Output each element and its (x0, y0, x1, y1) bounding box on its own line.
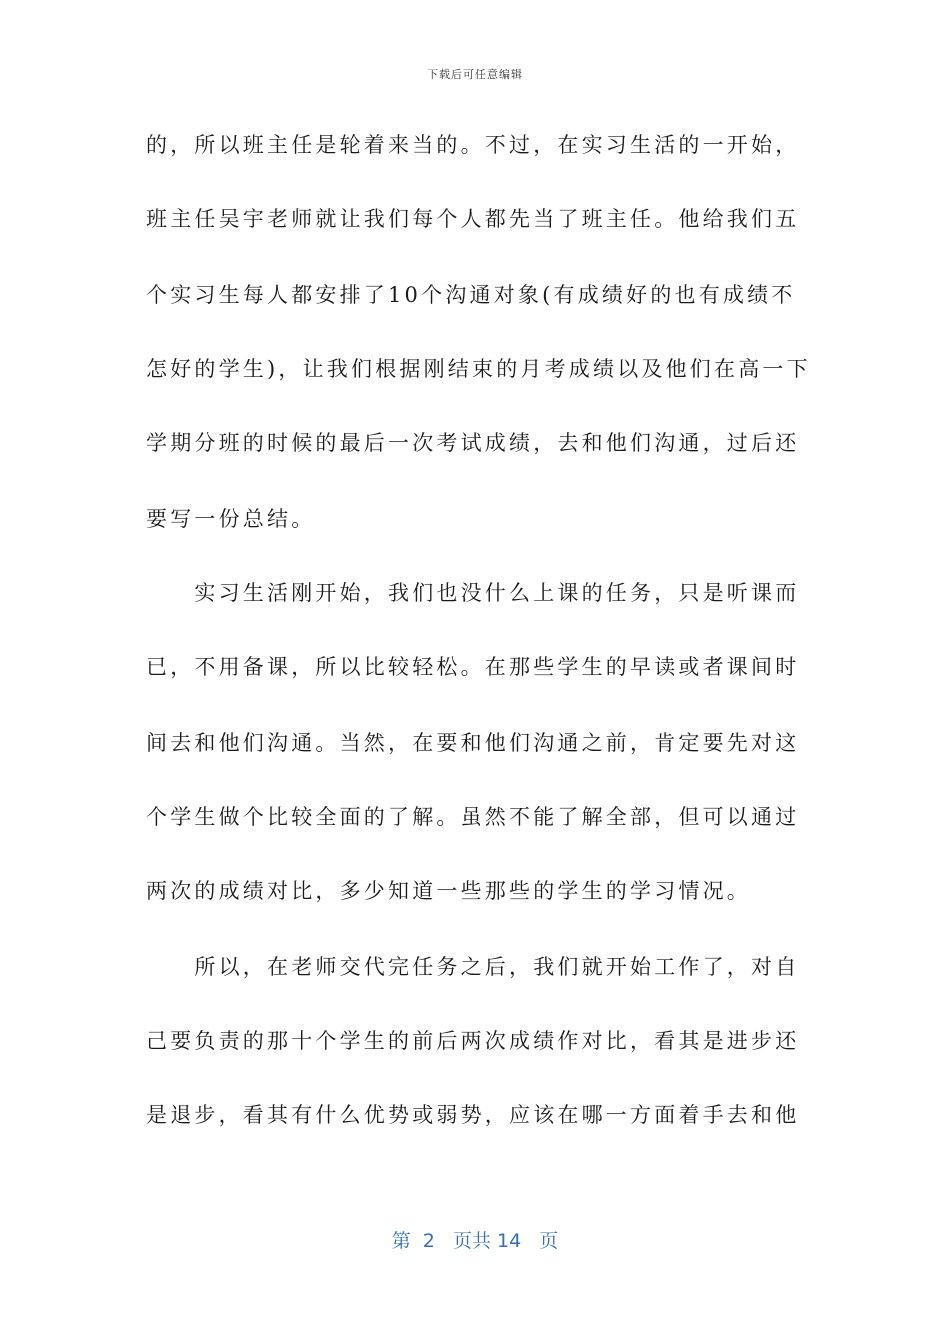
text-line: 的，所以班主任是轮着来当的。不过，在实习生活的一开始， (146, 133, 800, 157)
text-line: 要写一份总结。 (146, 507, 316, 531)
text-line: 怎好的学生)，让我们根据刚结束的月考成绩以及他们在高一下 (146, 357, 811, 381)
text-line: 实习生活刚开始，我们也没什么上课的任务，只是听课而 (146, 581, 800, 605)
text-line: 是退步，看其有什么优势或弱势，应该在哪一方面着手去和他 (146, 1103, 800, 1127)
text-line: 所以，在老师交代完任务之后，我们就开始工作了，对自 (146, 955, 800, 979)
text-line: 班主任吴宇老师就让我们每个人都先当了班主任。他给我们五 (146, 207, 800, 231)
text-line: 两次的成绩对比，多少知道一些那些的学生的学习情况。 (146, 879, 751, 903)
page-number-footer: 第 2 页共 14 页 (391, 1230, 559, 1252)
text-line: 个实习生每人都安排了10个沟通对象(有成绩好的也有成绩不 (146, 283, 796, 307)
page-header-note: 下载后可任意编辑 (427, 68, 523, 81)
text-line: 己要负责的那十个学生的前后两次成绩作对比，看其是进步还 (146, 1029, 800, 1053)
text-line: 个学生做个比较全面的了解。虽然不能了解全部，但可以通过 (146, 805, 800, 829)
text-line: 间去和他们沟通。当然，在要和他们沟通之前，肯定要先对这 (146, 731, 800, 755)
text-line: 学期分班的时候的最后一次考试成绩，去和他们沟通，过后还 (146, 431, 800, 455)
text-line: 已，不用备课，所以比较轻松。在那些学生的早读或者课间时 (146, 655, 800, 679)
